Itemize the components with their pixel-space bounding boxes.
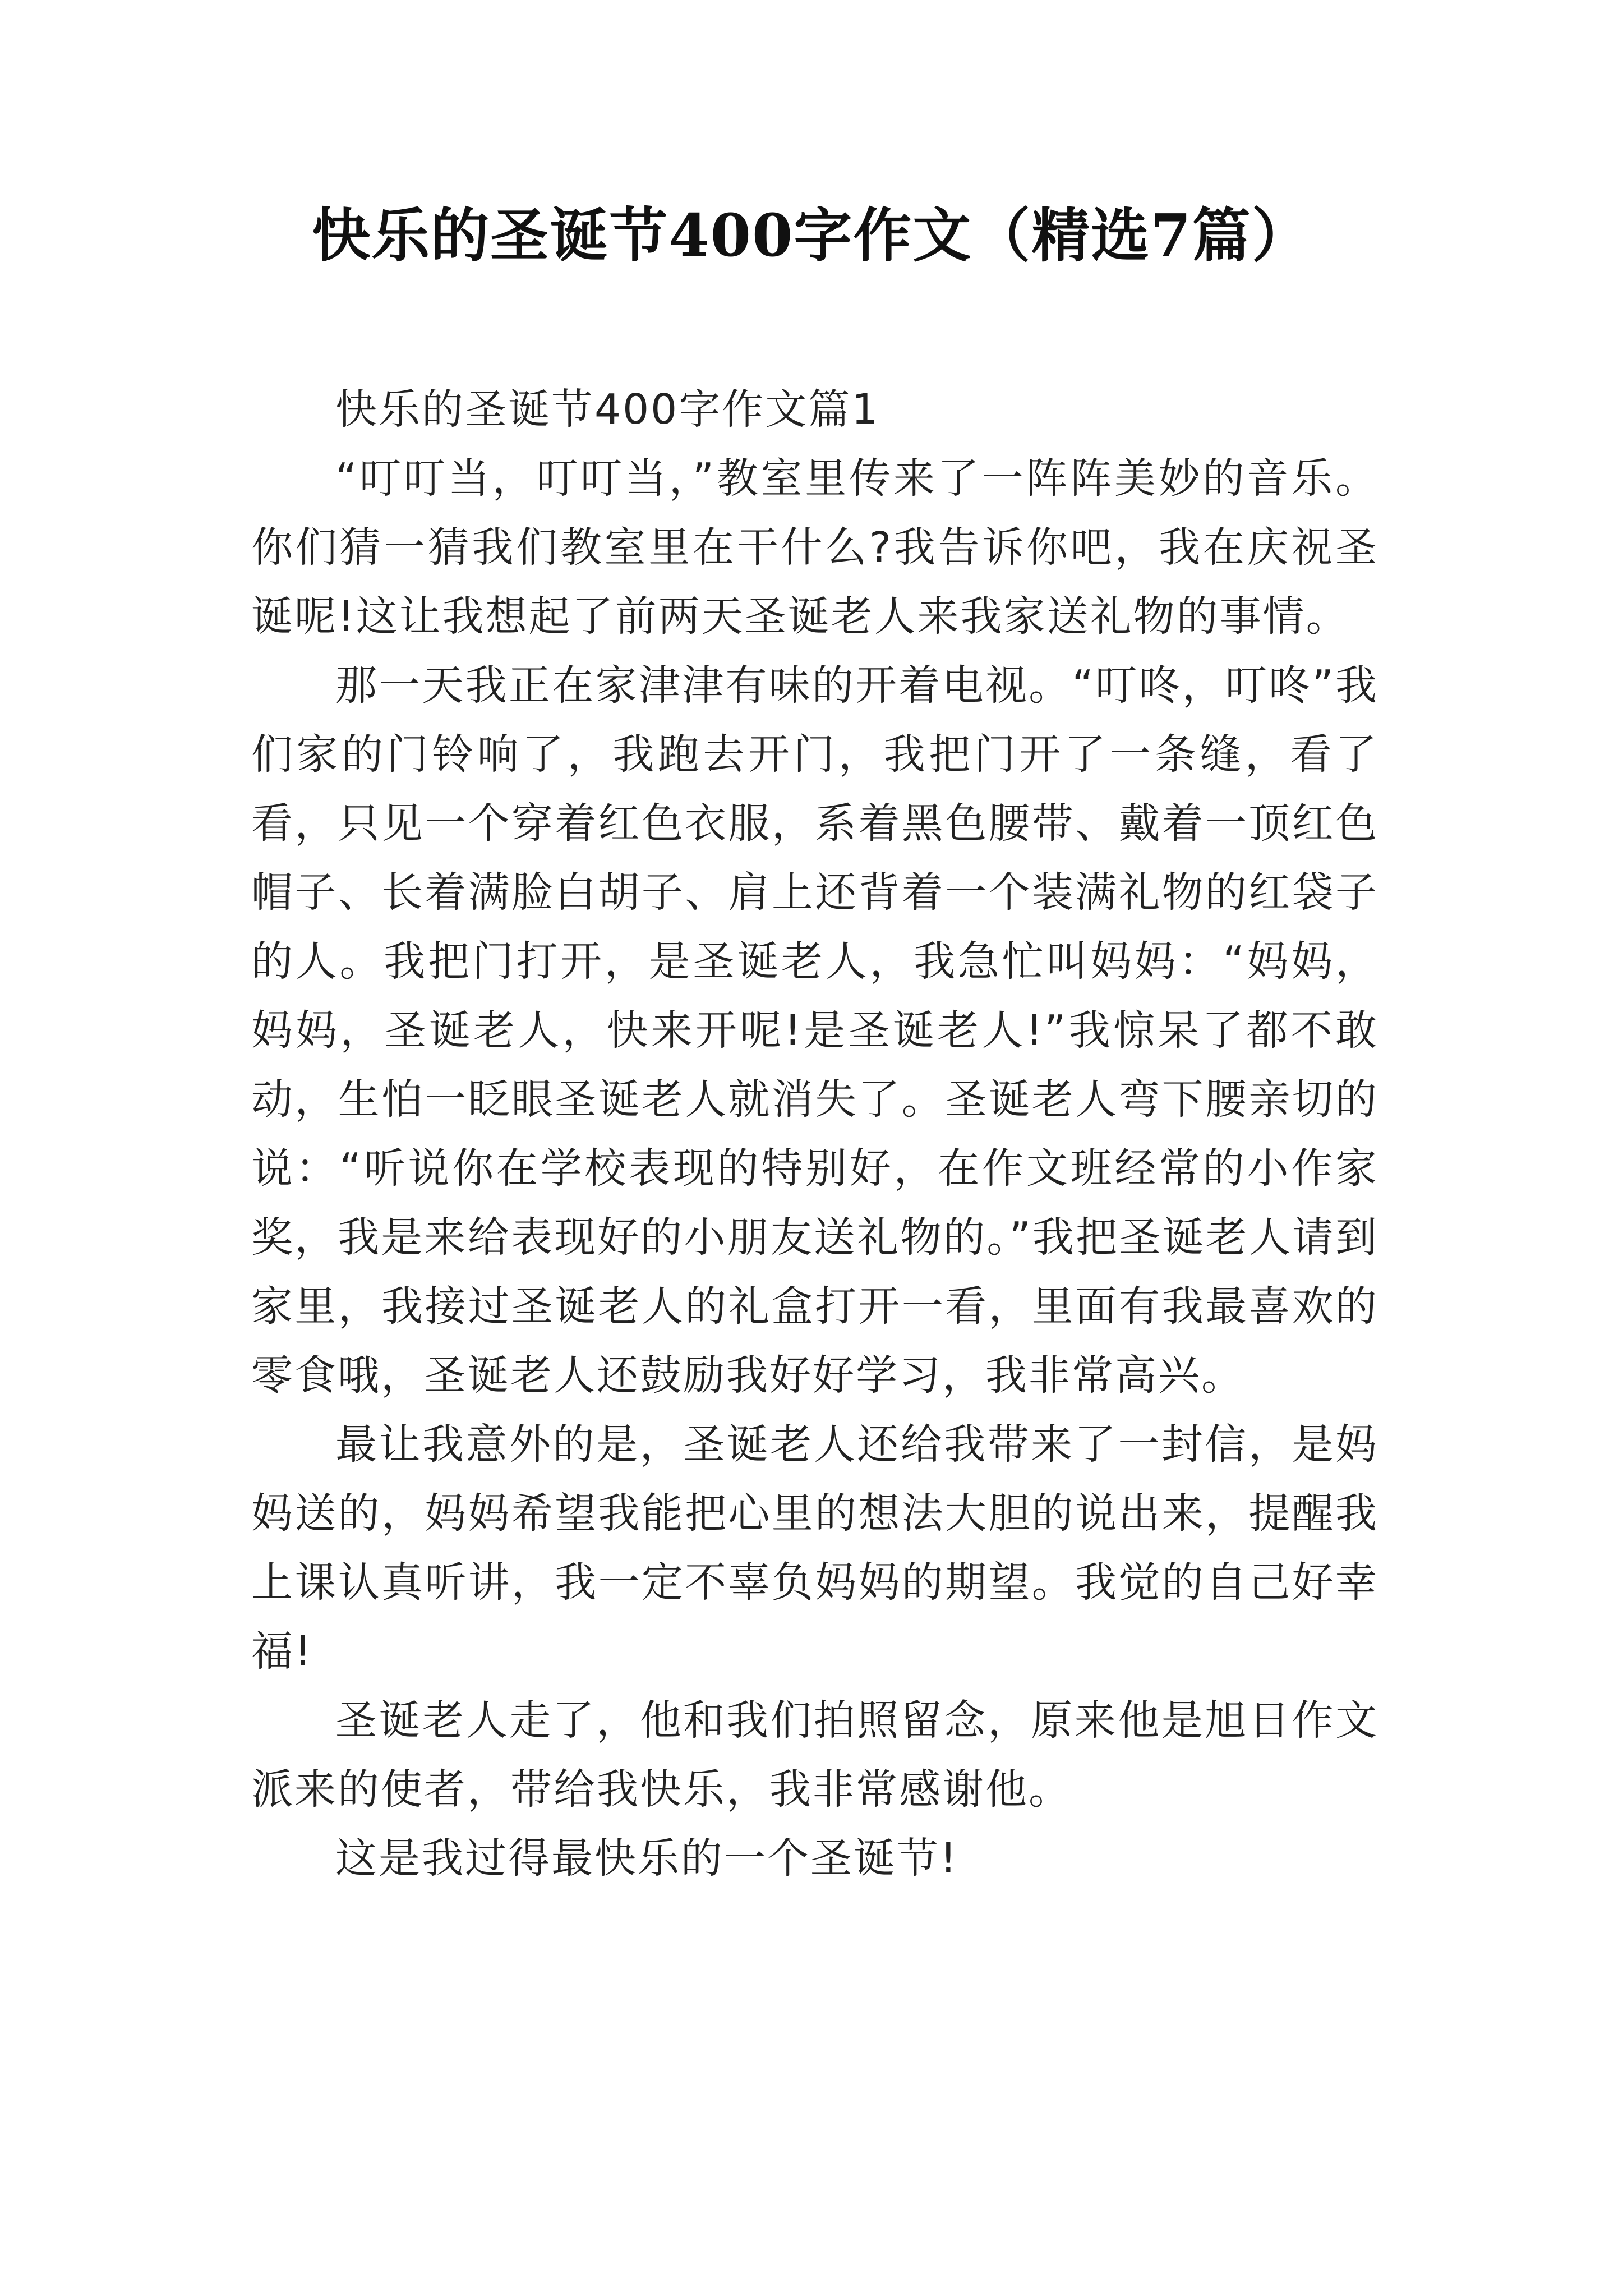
paragraph-3: 最让我意外的是，圣诞老人还给我带来了一封信，是妈妈送的，妈妈希望我能把心里的想法大胆的说出来，提醒我上课认真听讲，我一定不辜负妈妈的期望。我觉的自己好幸福!	[251, 1420, 1378, 1676]
document-body	[251, 375, 1378, 1893]
section-heading: 快乐的圣诞节400字作文篇1	[335, 385, 880, 434]
paragraph-4: 圣诞老人走了，他和我们拍照留念，原来他是旭日作文派来的使者，带给我快乐，我非常感谢他。	[251, 1696, 1378, 1814]
paragraph-5: 这是我过得最快乐的一个圣诞节!	[335, 1834, 958, 1883]
paragraph-2: 那一天我正在家津津有味的开着电视。“叮咚，叮咚”我们家的门铃响了，我跑去开门，我把门开了一条缝，看了看，只见一个穿着红色衣服，系着黑色腰带、戴着一顶红色帽子、长着满脸白胡子、肩上还背着一个装满礼物的红袋子的人。我把门打开，是圣诞老人，我急忙叫妈妈：“妈妈，妈妈，圣诞老人，快来开呢!是圣诞老人!”我惊呆了都不敢动，生怕一眨眼圣诞老人就消失了。圣诞老人弯下腰亲切的说：“听说你在学校表现的特别好，在作文班经常的小作家奖，我是来给表现好的小朋友送礼物的。”我把圣诞老人请到家里，我接过圣诞老人的礼盒打开一看，里面有我最喜欢的零食哦，圣诞老人还鼓励我好好学习，我非常高兴。	[251, 661, 1378, 1400]
document-title: 快乐的圣诞节400字作文（精选7篇）	[312, 201, 1311, 270]
paragraph-1: “叮叮当，叮叮当，”教室里传来了一阵阵美妙的音乐。你们猜一猜我们教室里在干什么?我告诉你吧，我在庆祝圣诞呢!这让我想起了前两天圣诞老人来我家送礼物的事情。	[251, 454, 1378, 641]
